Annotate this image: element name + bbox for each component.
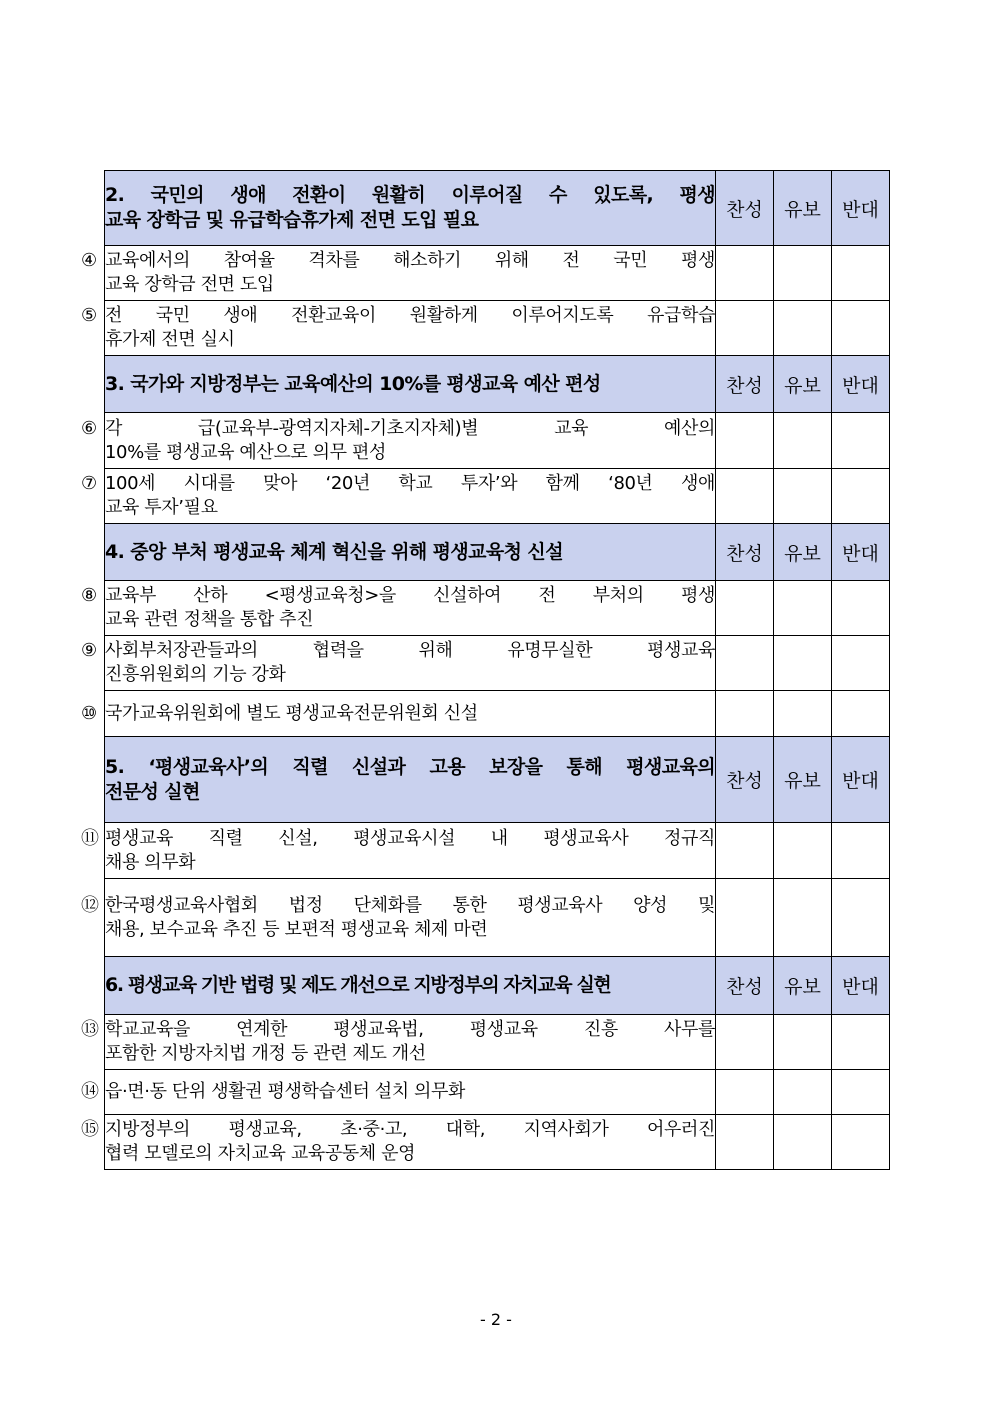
agree-header: 찬성 xyxy=(716,171,774,246)
item-text: ⑫ 한국평생교육사협회 법정 단체화를 통한 평생교육사 양성 및 채용, 보수교육 추진 등 보편적 평생교육 체제 마련 xyxy=(105,879,716,957)
oppose-checkbox[interactable] xyxy=(832,301,890,356)
oppose-header: 반대 xyxy=(832,524,890,581)
hold-header: 유보 xyxy=(774,524,832,581)
item-text: ⑩ 국가교육위원회에 별도 평생교육전문위원회 신설 xyxy=(105,691,716,737)
oppose-checkbox[interactable] xyxy=(832,636,890,691)
item-text: ⑮ 지방정부의 평생교육, 초·중·고, 대학, 지역사회가 어우러진 협력 모델로의 자치교육 교육공동체 운영 xyxy=(105,1115,716,1170)
item-row xyxy=(105,1070,890,1115)
hold-checkbox[interactable] xyxy=(774,1015,832,1070)
item-row xyxy=(105,301,890,356)
agree-header: 찬성 xyxy=(716,524,774,581)
hold-checkbox[interactable] xyxy=(774,469,832,524)
section-title: 6. 평생교육 기반 법령 및 제도 개선으로 지방정부의 자치교육 실현 xyxy=(105,957,716,1015)
agree-checkbox[interactable] xyxy=(716,1015,774,1070)
oppose-checkbox[interactable] xyxy=(832,691,890,737)
agree-checkbox[interactable] xyxy=(716,581,774,636)
item-text: ⑦ 100세 시대를 맞아 ‘20년 학교 투자’와 함께 ‘80년 생애 교육 투자’필요 xyxy=(105,469,716,524)
item-text: ⑨ 사회부처장관들과의 협력을 위해 유명무실한 평생교육 진흥위원회의 기능 강화 xyxy=(105,636,716,691)
section-header xyxy=(105,356,890,413)
hold-checkbox[interactable] xyxy=(774,879,832,957)
section-header xyxy=(105,737,890,823)
oppose-checkbox[interactable] xyxy=(832,823,890,879)
hold-checkbox[interactable] xyxy=(774,301,832,356)
hold-checkbox[interactable] xyxy=(774,691,832,737)
item-row xyxy=(105,1115,890,1170)
hold-header: 유보 xyxy=(774,356,832,413)
oppose-checkbox[interactable] xyxy=(832,1015,890,1070)
item-row xyxy=(105,469,890,524)
oppose-checkbox[interactable] xyxy=(832,879,890,957)
item-text: ⑥ 각 급(교육부-광역지자체-기초지자체)별 교육 예산의 10%를 평생교육 예산으로 의무 편성 xyxy=(105,413,716,469)
oppose-header: 반대 xyxy=(832,356,890,413)
item-row xyxy=(105,413,890,469)
agree-checkbox[interactable] xyxy=(716,691,774,737)
oppose-checkbox[interactable] xyxy=(832,581,890,636)
oppose-checkbox[interactable] xyxy=(832,246,890,301)
page-number: - 2 - xyxy=(480,1310,512,1329)
item-text: ⑤ 전 국민 생애 전환교육이 원활하게 이루어지도록 유급학습 휴가제 전면 실시 xyxy=(105,301,716,356)
oppose-header: 반대 xyxy=(832,737,890,823)
agree-checkbox[interactable] xyxy=(716,413,774,469)
agree-checkbox[interactable] xyxy=(716,1115,774,1170)
hold-checkbox[interactable] xyxy=(774,636,832,691)
hold-checkbox[interactable] xyxy=(774,413,832,469)
agree-checkbox[interactable] xyxy=(716,879,774,957)
item-row xyxy=(105,823,890,879)
item-text: ⑬ 학교교육을 연계한 평생교육법, 평생교육 진흥 사무를 포함한 지방자치법 개정 등 관련 제도 개선 xyxy=(105,1015,716,1070)
oppose-checkbox[interactable] xyxy=(832,413,890,469)
oppose-checkbox[interactable] xyxy=(832,1115,890,1170)
section-header xyxy=(105,524,890,581)
section-header xyxy=(105,957,890,1015)
item-row xyxy=(105,581,890,636)
agree-checkbox[interactable] xyxy=(716,469,774,524)
oppose-header: 반대 xyxy=(832,957,890,1015)
oppose-checkbox[interactable] xyxy=(832,469,890,524)
hold-checkbox[interactable] xyxy=(774,246,832,301)
item-text: ④ 교육에서의 참여율 격차를 해소하기 위해 전 국민 평생 교육 장학금 전면 도입 xyxy=(105,246,716,301)
agree-header: 찬성 xyxy=(716,356,774,413)
agree-checkbox[interactable] xyxy=(716,246,774,301)
agree-header: 찬성 xyxy=(716,737,774,823)
oppose-header: 반대 xyxy=(832,171,890,246)
item-row xyxy=(105,246,890,301)
item-row xyxy=(105,691,890,737)
hold-checkbox[interactable] xyxy=(774,581,832,636)
section-header xyxy=(105,171,890,246)
agree-checkbox[interactable] xyxy=(716,823,774,879)
item-text: ⑭ 읍·면·동 단위 생활권 평생학습센터 설치 의무화 xyxy=(105,1070,716,1115)
agree-checkbox[interactable] xyxy=(716,1070,774,1115)
agree-checkbox[interactable] xyxy=(716,301,774,356)
hold-checkbox[interactable] xyxy=(774,1115,832,1170)
section-title: 5. ‘평생교육사’의 직렬 신설과 고용 보장을 통해 평생교육의 전문성 실현 xyxy=(105,737,716,823)
hold-checkbox[interactable] xyxy=(774,823,832,879)
hold-header: 유보 xyxy=(774,737,832,823)
item-row xyxy=(105,879,890,957)
item-row xyxy=(105,1015,890,1070)
oppose-checkbox[interactable] xyxy=(832,1070,890,1115)
agree-header: 찬성 xyxy=(716,957,774,1015)
section-title: 2. 국민의 생애 전환이 원활히 이루어질 수 있도록, 평생 교육 장학금 및 유급학습휴가제 전면 도입 필요 xyxy=(105,171,716,246)
item-text: ⑧ 교육부 산하 <평생교육청>을 신설하여 전 부처의 평생 교육 관련 정책을 통합 추진 xyxy=(105,581,716,636)
item-text: ⑪ 평생교육 직렬 신설, 평생교육시설 내 평생교육사 정규직 채용 의무화 xyxy=(105,823,716,879)
hold-header: 유보 xyxy=(774,957,832,1015)
hold-checkbox[interactable] xyxy=(774,1070,832,1115)
agree-checkbox[interactable] xyxy=(716,636,774,691)
section-title: 4. 중앙 부처 평생교육 체계 혁신을 위해 평생교육청 신설 xyxy=(105,524,716,581)
hold-header: 유보 xyxy=(774,171,832,246)
survey-table xyxy=(81,170,890,1170)
item-row xyxy=(105,636,890,691)
section-title: 3. 국가와 지방정부는 교육예산의 10%를 평생교육 예산 편성 xyxy=(105,356,716,413)
